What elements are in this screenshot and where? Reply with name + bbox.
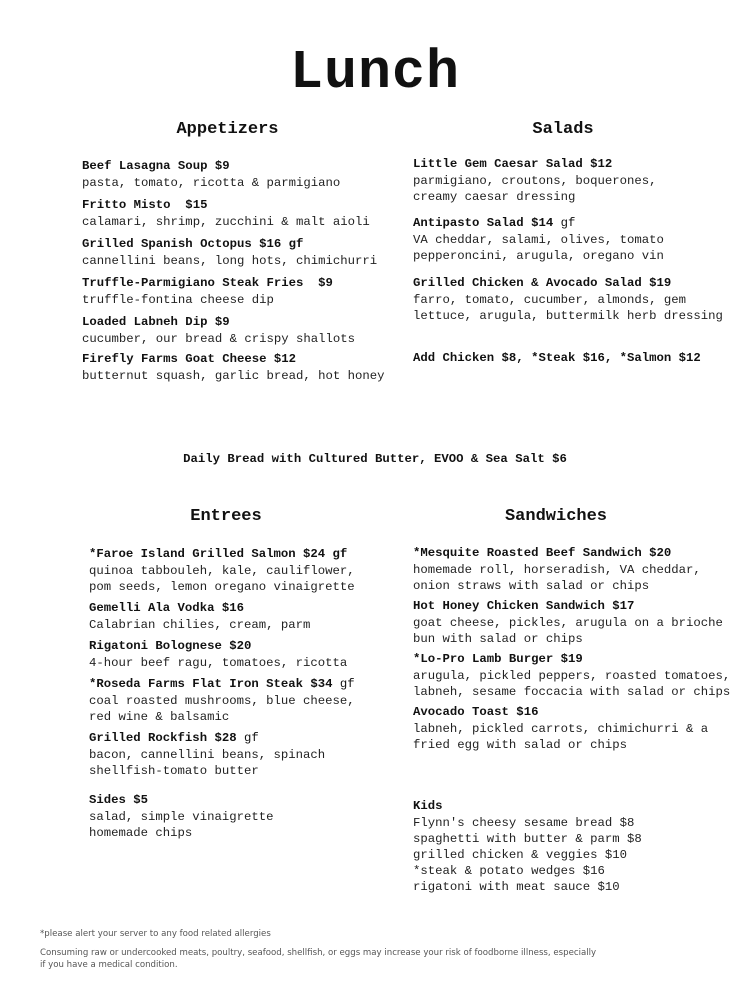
item-name: Truffle-Parmigiano Steak Fries $9 xyxy=(82,276,333,290)
menu-item xyxy=(89,676,399,730)
item-description: labneh, sesame foccacia with salad or chips xyxy=(413,685,731,699)
item-description: quinoa tabbouleh, kale, cauliflower, xyxy=(89,564,355,578)
menu-item xyxy=(413,215,743,275)
item-description: creamy caesar dressing xyxy=(413,190,576,204)
item-description: onion straws with salad or chips xyxy=(413,579,650,593)
sandwiches-list xyxy=(413,545,743,895)
item-name: Avocado Toast $16 xyxy=(413,705,539,719)
item-description: arugula, pickled peppers, roasted tomatoes, xyxy=(413,669,731,683)
appetizers-list xyxy=(82,158,402,384)
kids-item: *steak & potato wedges $16 xyxy=(413,864,605,878)
item-name: Kids xyxy=(413,799,443,813)
menu-item xyxy=(89,600,399,638)
item-description: pepperoncini, arugula, oregano vin xyxy=(413,249,664,263)
section-heading-entrees: Entrees xyxy=(190,507,262,526)
item-description: cannellini beans, long hots, chimichurri xyxy=(82,254,378,268)
item-name: Firefly Farms Goat Cheese $12 xyxy=(82,352,297,366)
item-name-text: Antipasto Salad $14 xyxy=(413,216,554,230)
kids-item: rigatoni with meat sauce $10 xyxy=(413,880,620,894)
item-description: bun with salad or chips xyxy=(413,632,583,646)
item-description: calamari, shrimp, zucchini & malt aioli xyxy=(82,215,370,229)
item-description: homemade chips xyxy=(89,826,193,840)
salad-add-ons: Add Chicken $8, *Steak $16, *Salmon $12 xyxy=(413,351,701,365)
item-name: Grilled Chicken & Avocado Salad $19 xyxy=(413,276,672,290)
item-description: fried egg with salad or chips xyxy=(413,738,628,752)
item-description: cucumber, our bread & crispy shallots xyxy=(82,332,356,346)
item-description: farro, tomato, cucumber, almonds, gem xyxy=(413,293,687,307)
section-heading-salads: Salads xyxy=(532,120,594,139)
menu-item xyxy=(413,156,743,215)
item-description: lettuce, arugula, buttermilk herb dressing xyxy=(413,309,723,323)
gluten-free-tag: gf xyxy=(236,731,259,745)
menu-item xyxy=(82,314,402,351)
allergy-note: *please alert your server to any food related allergies xyxy=(40,929,271,939)
menu-item xyxy=(413,704,743,798)
item-name: *Lo-Pro Lamb Burger $19 xyxy=(413,652,583,666)
item-description: 4-hour beef ragu, tomatoes, ricotta xyxy=(89,656,348,670)
item-name: *Mesquite Roasted Beef Sandwich $20 xyxy=(413,546,672,560)
menu-item xyxy=(413,598,743,651)
foodborne-illness-warning: Consuming raw or undercooked meats, poultry, seafood, shellfish, or eggs may increase your risk of foodborne illness, especially if you have a medical condition. xyxy=(40,948,597,970)
menu-title: Lunch xyxy=(289,41,461,104)
item-description: coal roasted mushrooms, blue cheese, xyxy=(89,694,355,708)
item-description: homemade roll, horseradish, VA cheddar, xyxy=(413,563,701,577)
item-name xyxy=(89,676,399,693)
kids-item: grilled chicken & veggies $10 xyxy=(413,848,628,862)
item-description: truffle-fontina cheese dip xyxy=(82,293,274,307)
menu-item xyxy=(82,351,402,384)
menu-item xyxy=(89,638,399,676)
item-name: Gemelli Ala Vodka $16 xyxy=(89,601,244,615)
section-heading-sandwiches: Sandwiches xyxy=(504,507,608,526)
item-name: Sides $5 xyxy=(89,793,149,807)
item-description: Calabrian chilies, cream, parm xyxy=(89,618,311,632)
item-description: goat cheese, pickles, arugula on a brioche xyxy=(413,616,723,630)
item-name: Hot Honey Chicken Sandwich $17 xyxy=(413,599,635,613)
item-name: *Faroe Island Grilled Salmon $24 gf xyxy=(89,547,348,561)
item-description: butternut squash, garlic bread, hot honey xyxy=(82,369,385,383)
item-description: salad, simple vinaigrette xyxy=(89,810,274,824)
entrees-list xyxy=(89,546,399,841)
kids-item: spaghetti with butter & parm $8 xyxy=(413,832,642,846)
menu-item xyxy=(89,546,399,600)
item-description: pasta, tomato, ricotta & parmigiano xyxy=(82,176,341,190)
item-description: pom seeds, lemon oregano vinaigrette xyxy=(89,580,355,594)
menu-item xyxy=(413,545,743,598)
item-name-text: *Roseda Farms Flat Iron Steak $34 xyxy=(89,677,333,691)
gluten-free-tag: gf xyxy=(553,216,576,230)
item-name xyxy=(413,215,743,232)
section-heading-appetizers: Appetizers xyxy=(176,120,279,139)
item-description: bacon, cannellini beans, spinach xyxy=(89,748,326,762)
item-description: shellfish-tomato butter xyxy=(89,764,259,778)
kids-item: Flynn's cheesy sesame bread $8 xyxy=(413,816,635,830)
menu-item xyxy=(82,275,402,314)
menu-item xyxy=(413,275,743,350)
menu-item-kids xyxy=(413,798,743,895)
salads-list xyxy=(413,156,743,367)
menu-item xyxy=(82,197,402,236)
menu-item xyxy=(82,158,402,197)
daily-bread-note: Daily Bread with Cultured Butter, EVOO & Sea Salt $6 xyxy=(183,452,567,466)
item-description: red wine & balsamic xyxy=(89,710,230,724)
gluten-free-tag: gf xyxy=(332,677,355,691)
item-description: VA cheddar, salami, olives, tomato xyxy=(413,233,664,247)
item-name: Beef Lasagna Soup $9 xyxy=(82,159,230,173)
item-name: Fritto Misto $15 xyxy=(82,198,208,212)
item-name: Rigatoni Bolognese $20 xyxy=(89,639,252,653)
item-name: Loaded Labneh Dip $9 xyxy=(82,315,230,329)
menu-item-sides xyxy=(89,792,399,841)
menu-item xyxy=(89,730,399,792)
menu-item xyxy=(82,236,402,275)
item-name xyxy=(89,730,399,747)
item-name: Grilled Spanish Octopus $16 gf xyxy=(82,237,304,251)
item-name: Little Gem Caesar Salad $12 xyxy=(413,157,613,171)
item-description: parmigiano, croutons, boquerones, xyxy=(413,174,657,188)
item-description: labneh, pickled carrots, chimichurri & a xyxy=(413,722,709,736)
item-name-text: Grilled Rockfish $28 xyxy=(89,731,237,745)
menu-item xyxy=(413,651,743,704)
